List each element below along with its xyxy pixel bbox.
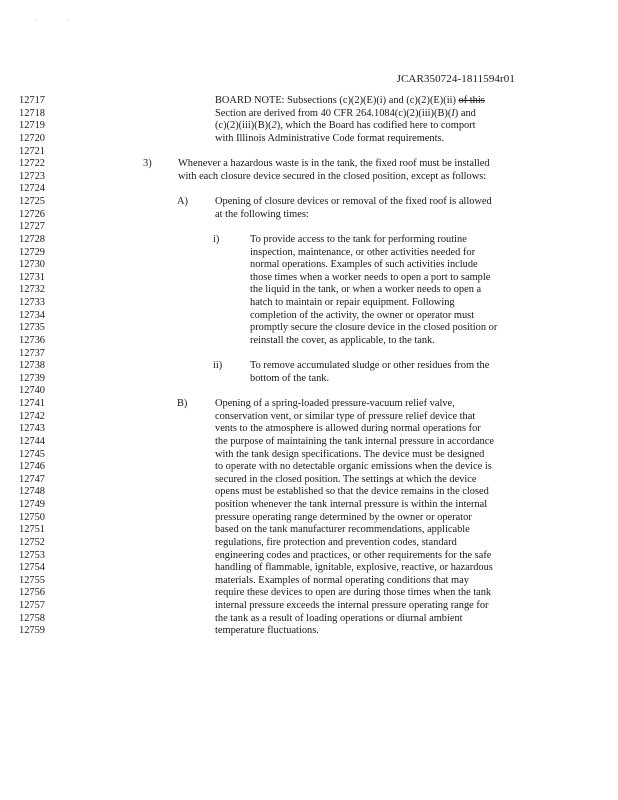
line-text: handling of flammable, ignitable, explosive, reactive, or hazardous (215, 562, 493, 574)
line (0, 158, 618, 171)
line-number: 12718 (19, 107, 45, 119)
line-number: 12717 (19, 95, 45, 106)
line-text: engineering codes and practices, or other requirements for the safe (215, 549, 492, 561)
line-number: 12756 (19, 587, 45, 599)
line-text: Whenever a hazardous waste is in the tank, the fixed roof must be installed (178, 158, 490, 170)
line-text: the tank as a result of loading operations or diurnal ambient (215, 612, 463, 624)
line-number: 12733 (19, 297, 45, 308)
line (0, 436, 618, 449)
line-number: 12755 (19, 574, 45, 586)
document-id: JCAR350724-1811594r01 (396, 73, 515, 85)
line-number: 12746 (19, 461, 45, 473)
line (0, 221, 618, 234)
line-number: 12727 (19, 221, 45, 233)
line-number: 12747 (19, 473, 45, 485)
line (0, 613, 618, 626)
line-text: temperature fluctuations. (215, 625, 319, 637)
line-number: 12740 (19, 385, 45, 397)
line-number: 12720 (19, 132, 45, 144)
text-run: BOARD NOTE: Subsections (c)(2)(E)(i) and (c)(2)(E)(ii) (215, 95, 459, 106)
line-number: 12729 (19, 246, 45, 258)
line (0, 247, 618, 260)
line-text: completion of the activity, the owner or operator must (250, 309, 475, 321)
line-number: 12738 (19, 360, 45, 372)
line (0, 108, 618, 121)
line-text: those times when a worker needs to open a port to sample (250, 271, 491, 283)
line (0, 385, 618, 398)
line-text: materials. Examples of normal operating conditions that may (215, 574, 469, 586)
line (0, 209, 618, 222)
line-number: 12737 (19, 347, 45, 359)
line (0, 171, 618, 184)
line (0, 310, 618, 323)
text-run: Section are derived from 40 CFR 264.1084(c)(2)(iii)(B)( (215, 107, 452, 119)
line-number: 12751 (19, 524, 45, 536)
line (0, 196, 618, 209)
italic-text: 2 (271, 120, 277, 132)
line-text: the purpose of maintaining the tank internal pressure in accordance (215, 435, 494, 447)
line-text: require these devices to open are during those times when the tank (215, 587, 492, 599)
line-number: 12728 (19, 233, 45, 245)
line (0, 322, 618, 335)
line-number: 12750 (19, 511, 45, 523)
text-run: ) and (454, 107, 476, 119)
line-text: vents to the atmosphere is allowed during normal operations for (215, 423, 481, 435)
line-number: 12744 (19, 435, 45, 447)
line (0, 562, 618, 575)
line-text: pressure operating range determined by the owner or operator (215, 511, 472, 523)
line-number: 12752 (19, 536, 45, 548)
line-text: inspection, maintenance, or other activities needed for (250, 246, 476, 258)
subsection-label: 3) (143, 158, 152, 170)
line-number: 12745 (19, 448, 45, 460)
line (0, 183, 618, 196)
line-number: 12726 (19, 208, 45, 220)
line-number: 12730 (19, 259, 45, 271)
line (0, 146, 618, 159)
subsection-label: A) (177, 196, 188, 207)
line-text: reinstall the cover, as applicable, to the tank. (250, 334, 435, 346)
line (0, 499, 618, 512)
line (0, 133, 618, 146)
line-number: 12753 (19, 549, 45, 561)
line-number: 12723 (19, 170, 45, 182)
line (0, 234, 618, 247)
line-number: 12735 (19, 322, 45, 334)
line-text: secured in the closed position. The settings at which the device (215, 473, 477, 485)
italic-text: I (451, 107, 455, 119)
line (0, 335, 618, 348)
line-number: 12741 (19, 398, 45, 409)
line-number: 12734 (19, 309, 45, 321)
line-text: normal operations. Examples of such activities include (250, 259, 478, 271)
line (0, 550, 618, 563)
line-text: the liquid in the tank, or when a worker needs to open a (250, 284, 482, 296)
line-text: To remove accumulated sludge or other residues from the (250, 360, 490, 372)
line (0, 625, 618, 638)
line-number: 12757 (19, 600, 45, 611)
line-number: 12725 (19, 196, 45, 207)
line (0, 587, 618, 600)
line-text: conservation vent, or similar type of pressure relief device that (215, 410, 476, 422)
line-number: 12724 (19, 183, 45, 195)
line-text: To provide access to the tank for performing routine (250, 233, 467, 245)
line-number: 12739 (19, 372, 45, 384)
line-text: opens must be established so that the device remains in the closed (215, 486, 489, 498)
line (0, 524, 618, 537)
line-number: 12721 (19, 145, 45, 157)
line (0, 537, 618, 550)
line-number: 12748 (19, 486, 45, 498)
line (0, 297, 618, 310)
line-number: 12759 (19, 625, 45, 637)
line-number: 12719 (19, 120, 45, 132)
subsection-label: i) (213, 233, 220, 245)
line (0, 449, 618, 462)
line (0, 360, 618, 373)
line-text: regulations, fire protection and prevention codes, standard (215, 536, 457, 548)
struck-text: of this (458, 95, 485, 106)
line-text: to operate with no detectable organic emissions when the device is (215, 461, 492, 473)
document-body (0, 95, 618, 638)
line-number: 12722 (19, 158, 45, 170)
line (0, 600, 618, 613)
line (0, 486, 618, 499)
line (0, 95, 618, 108)
scan-mark: ' (68, 20, 69, 25)
line (0, 120, 618, 133)
line (0, 461, 618, 474)
line (0, 411, 618, 424)
line-number: 12754 (19, 562, 45, 574)
line-text: bottom of the tank. (250, 372, 330, 384)
line (0, 284, 618, 297)
line (0, 575, 618, 588)
line-text: Opening of a spring-loaded pressure-vacuum relief valve, (215, 398, 455, 409)
line-number: 12736 (19, 334, 45, 346)
subsection-label: ii) (213, 360, 223, 372)
line-number: 12742 (19, 410, 45, 422)
text-run: (c)(2)(iii)(B)( (215, 120, 272, 132)
line-text: at the following times: (215, 208, 309, 220)
line-text: with the tank design specifications. The device must be designed (215, 448, 485, 460)
line-text: internal pressure exceeds the internal pressure operating range for (215, 600, 489, 611)
line (0, 423, 618, 436)
line (0, 512, 618, 525)
line-number: 12758 (19, 612, 45, 624)
line-text: promptly secure the closure device in the closed position or (250, 322, 498, 334)
text-run: ), which the Board has codified here to comport (276, 120, 476, 132)
line (0, 474, 618, 487)
line-text (215, 108, 476, 121)
line-text: hatch to maintain or repair equipment. Following (250, 297, 455, 308)
line-number: 12731 (19, 271, 45, 283)
line-number: 12732 (19, 284, 45, 296)
line-text (215, 120, 476, 133)
line-text: Opening of closure devices or removal of the fixed roof is allowed (215, 196, 492, 207)
line-text (215, 95, 485, 108)
line-text: position whenever the tank internal pressure is within the internal (215, 499, 488, 510)
line (0, 348, 618, 361)
subsection-label: B) (177, 398, 188, 409)
line (0, 373, 618, 386)
line (0, 272, 618, 285)
line-text: based on the tank manufacturer recommendations, applicable (215, 524, 470, 536)
line-text: with each closure device secured in the closed position, except as follows: (178, 170, 487, 182)
line (0, 259, 618, 272)
line-number: 12743 (19, 423, 45, 435)
line-number: 12749 (19, 499, 45, 510)
line (0, 398, 618, 411)
line-text: with Illinois Administrative Code format requirements. (215, 132, 445, 144)
scan-mark: ' (36, 20, 37, 25)
